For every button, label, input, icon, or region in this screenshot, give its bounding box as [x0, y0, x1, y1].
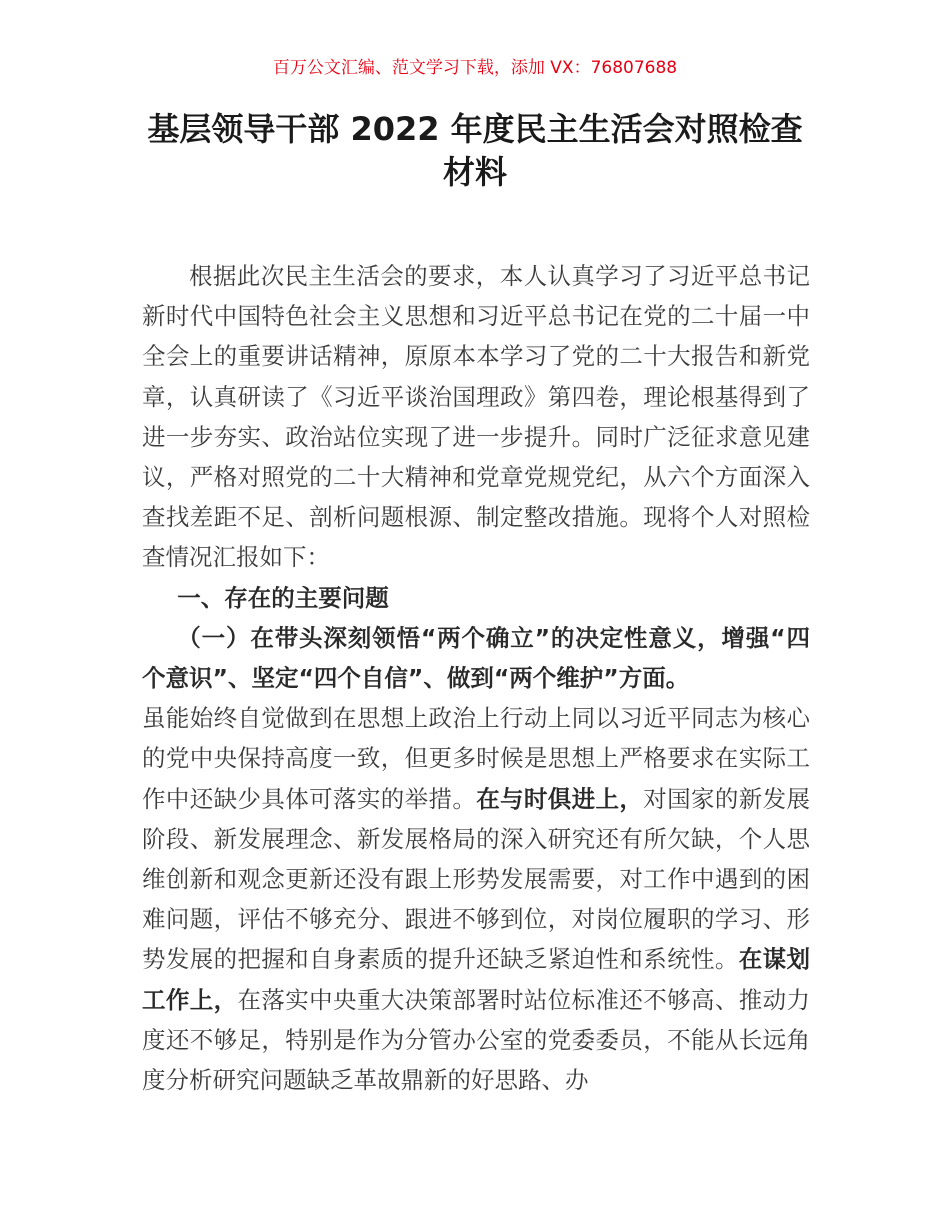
- bold-lead-keep-pace: 在与时俱进上，: [476, 784, 644, 813]
- body-text-2: 对国家的新发展阶段、新发展理念、新发展格局的深入研究还有所欠缺，个人思维创新和观念更新还没有跟上形势发展需要，对工作中遇到的困难问题，评估不够充分、跟进不够到位，对岗位履职的学习、形势发展的把握和自身素质的提升还缺乏紧迫性和系统性。: [142, 784, 811, 974]
- subsection-body-paragraph: [142, 698, 810, 1100]
- bold-lead-planning-work: 在谋划工作上，: [142, 945, 811, 1014]
- section-heading-problems: 一、存在的主要问题: [177, 583, 389, 612]
- document-body: [142, 256, 810, 1100]
- body-text-1: 虽能始终自觉做到在思想上政治上行动上同以习近平同志为核心的党中央保持高度一致，但更多时候是思想上严格要求在实际工作中还缺少具体可落实的举措。: [142, 704, 810, 813]
- subsection-heading-two-establishments: （一）在带头深刻领悟“两个确立”的决定性意义，增强“四个意识”、坚定“四个自信”、做到“两个维护”方面。: [142, 623, 810, 693]
- document-title: 基层领导干部 2022 年度民主生活会对照检查材料: [147, 110, 803, 191]
- intro-paragraph: 根据此次民主生活会的要求，本人认真学习了习近平总书记新时代中国特色社会主义思想和习近平总书记在党的二十届一中全会上的重要讲话精神，原原本本学习了党的二十大报告和新党章，认真研读了《习近平谈治国理政》第四卷，理论根基得到了进一步夯实、政治站位实现了进一步提升。同时广泛征求意见建议，严格对照党的二十大精神和党章党规党纪，从六个方面深入查找差距不足、剖析问题根源、制定整改措施。现将个人对照检查情况汇报如下：: [142, 262, 810, 572]
- body-text-3: 在落实中央重大决策部署时站位标准还不够高、推动力度还不够足，特别是作为分管办公室的党委委员，不能从长远角度分析研究问题缺乏革故鼎新的好思路、办: [142, 985, 811, 1095]
- watermark-banner: 百万公文汇编、范文学习下载，添加 VX：76807688: [272, 58, 678, 78]
